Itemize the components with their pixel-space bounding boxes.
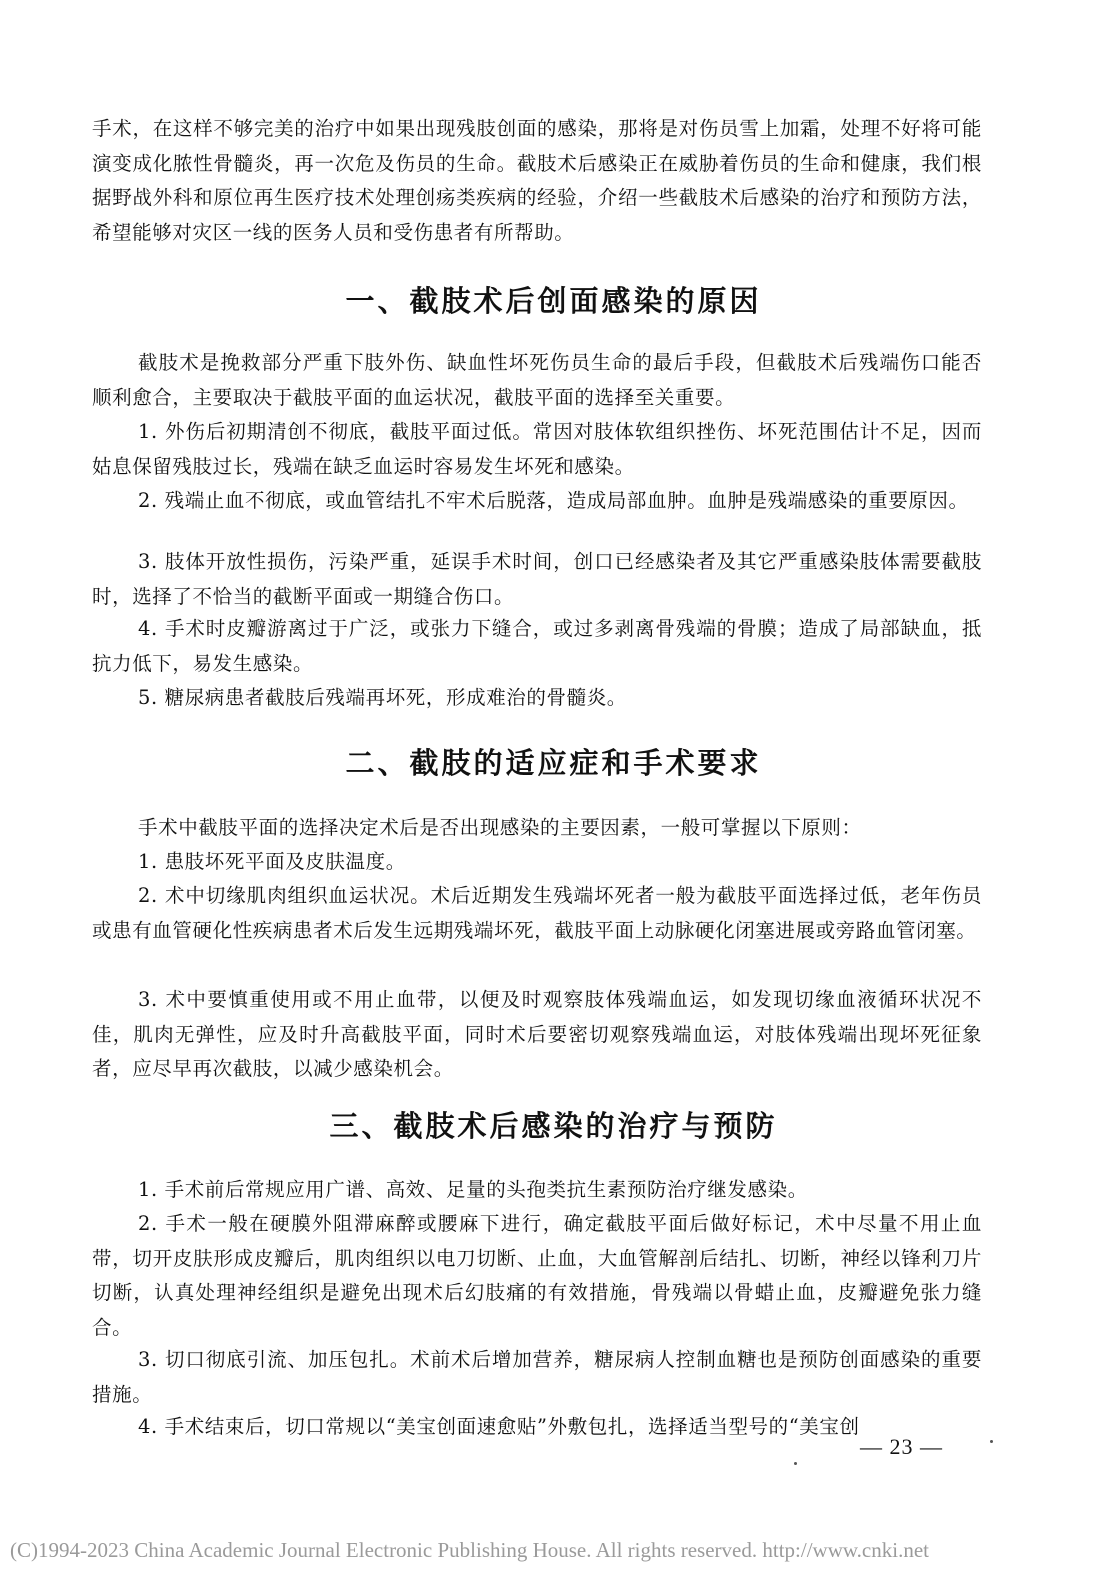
section1-item-1: 1. 外伤后初期清创不彻底，截肢平面过低。常因对肢体软组织挫伤、坏死范围估计不足，因而姑息保留残肢过长，残端在缺乏血运时容易发生坏死和感染。 [92,420,982,478]
page-number: — 23 — [860,1434,943,1459]
section3-item-2: 2. 手术一般在硬膜外阻滞麻醉或腰麻下进行，确定截肢平面后做好标记，术中尽量不用止血带，切开皮肤形成皮瓣后，肌肉组织以电刀切断、止血，大血管解剖后结扎、切断，神经以锋利刀片切断，认真处理神经组织是避免出现术后幻肢痛的有效措施，骨残端以骨蜡止血，皮瓣避免张力缝合。 [92,1212,982,1339]
section-heading-3: 三、截肢术后感染的治疗与预防 [329,1109,778,1143]
section2-item-2: 2. 术中切缘肌肉组织血运状况。术后近期发生残端坏死者一般为截肢平面选择过低，老年伤员或患有血管硬化性疾病患者术后发生远期残端坏死，截肢平面上动脉硬化闭塞进展或旁路血管闭塞。 [92,884,982,942]
section-heading-1: 一、截肢术后创面感染的原因 [345,284,762,318]
section2-item-1: 1. 患肢坏死平面及皮肤温度。 [138,850,406,873]
section3-item-4: 4. 手术结束后，切口常规以“美宝创面速愈贴”外敷包扎，选择适当型号的“美宝创 [138,1415,860,1438]
section3-item-3: 3. 切口彻底引流、加压包扎。术前术后增加营养，糖尿病人控制血糖也是预防创面感染的重要措施。 [92,1348,982,1406]
section1-item-4: 4. 手术时皮瓣游离过于广泛，或张力下缝合，或过多剥离骨残端的骨膜；造成了局部缺血，抵抗力低下，易发生感染。 [92,617,982,675]
intro-paragraph: 手术，在这样不够完美的治疗中如果出现残肢创面的感染，那将是对伤员雪上加霜，处理不好将可能演变成化脓性骨髓炎，再一次危及伤员的生命。截肢术后感染正在威胁着伤员的生命和健康，我们根据野战外科和原位再生医疗技术处理创疡类疾病的经验，介绍一些截肢术后感染的治疗和预防方法，希望能够对灾区一线的医务人员和受伤患者有所帮助。 [92,117,982,244]
section1-paragraph: 截肢术是挽救部分严重下肢外伤、缺血性坏死伤员生命的最后手段，但截肢术后残端伤口能否顺利愈合，主要取决于截肢平面的血运状况，截肢平面的选择至关重要。 [92,351,982,409]
section3-item-1: 1. 手术前后常规应用广谱、高效、足量的头孢类抗生素预防治疗继发感染。 [138,1178,808,1201]
footer-copyright: (C)1994-2023 China Academic Journal Electronic Publishing House. All rights reserved. http://www.cnki.net [10,1538,929,1562]
scan-speck [990,1440,993,1443]
section-heading-2: 二、截肢的适应症和手术要求 [345,746,762,780]
section1-item-3: 3. 肢体开放性损伤，污染严重，延误手术时间，创口已经感染者及其它严重感染肢体需要截肢时，选择了不恰当的截断平面或一期缝合伤口。 [92,550,982,608]
scan-speck [794,1462,797,1465]
section2-paragraph: 手术中截肢平面的选择决定术后是否出现感染的主要因素，一般可掌握以下原则： [138,816,862,839]
section1-item-2: 2. 残端止血不彻底，或血管结扎不牢术后脱落，造成局部血肿。血肿是残端感染的重要原因。 [138,489,969,512]
section1-item-5: 5. 糖尿病患者截肢后残端再坏死，形成难治的骨髓炎。 [138,686,627,709]
section2-item-3: 3. 术中要慎重使用或不用止血带，以便及时观察肢体残端血运，如发现切缘血液循环状况不佳，肌肉无弹性，应及时升高截肢平面，同时术后要密切观察残端血运，对肢体残端出现坏死征象者，应尽早再次截肢，以减少感染机会。 [92,988,982,1080]
